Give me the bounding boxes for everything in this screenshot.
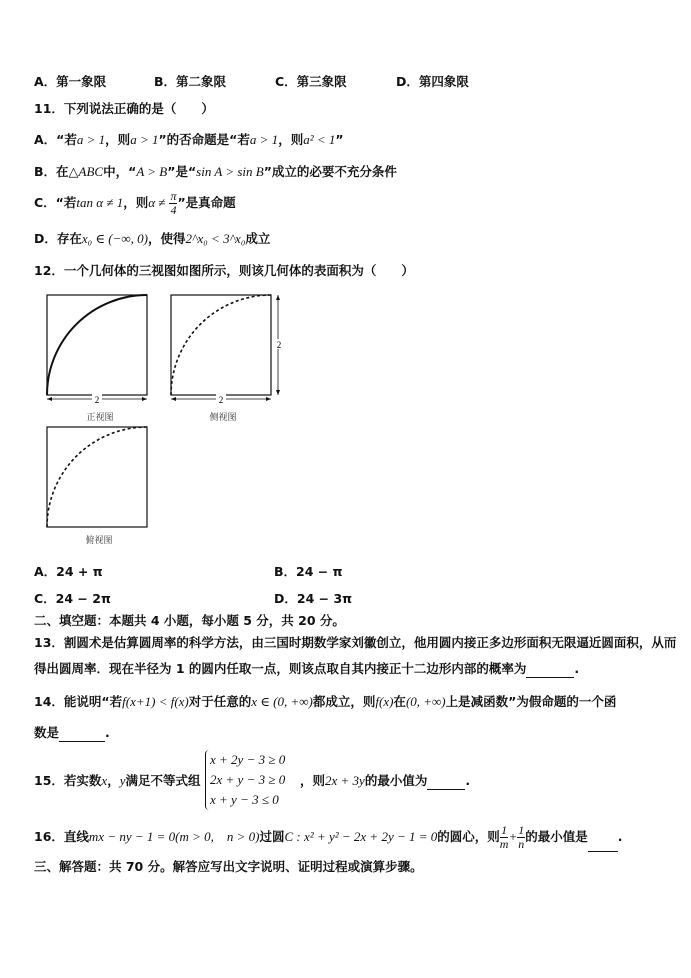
q10-option-d: D．第四象限 [396, 74, 469, 89]
q12-option-d: D．24 − 3π [274, 591, 353, 606]
q15-line: 15．若实数x，y满足不等式组 [34, 773, 201, 788]
q12-option-c: C．24 − 2π [34, 591, 111, 606]
q13-answer-blank [526, 663, 574, 678]
q11-option-d: D．存在x₀ ∈ (−∞, 0)，使得2^x₀ < 3^x₀成立 [34, 231, 271, 246]
q15-inequality-system: x + 2y − 3 ≥ 0 2x + y − 3 ≥ 0 x + y − 3 ≤ 0 [203, 750, 285, 810]
q11-option-c: C．“若tan α ≠ 1，则α ≠ $\frac{\pi}{4}$ ”是真命题 [34, 189, 236, 217]
q15-tail: ，则2x + 3y的最小值为 . [300, 773, 471, 788]
q14-line2: 数是 . [34, 725, 110, 740]
side-view-dashed-arc [171, 295, 271, 395]
q11-option-b: B．在△ABC中，“A > B”是“sin A > sin B”成立的必要不充分条件 [34, 164, 397, 179]
q16-answer-blank [588, 837, 618, 852]
q11-stem: 11．下列说法正确的是（ ） [34, 101, 214, 116]
front-view-figure [44, 293, 154, 405]
q16-line: 16．直线mx − ny − 1 = 0(m > 0, n > 0)过圆C : x² + y² − 2x + 2y − 1 = 0的圆心，则 $\frac{1}{m}$ + $\frac{1}{n}$ 的最小值是 . [34, 823, 623, 851]
one-over-m: $\frac{1}{m}$ [499, 823, 509, 851]
q14-line1: 14．能说明“若f(x+1) < f(x)对于任意的x ∈ (0, +∞)都成立，则f(x)在(0, +∞)上是减函数”为假命题的一个函 [34, 694, 617, 709]
side-dimension-label-h: 2 [218, 395, 224, 405]
section-3-heading: 三、解答题：共 70 分。解答应写出文字说明、证明过程或演算步骤。 [34, 859, 423, 874]
one-over-n: $\frac{1}{n}$ [518, 823, 525, 851]
q13-line1: 13．割圆术是估算圆周率的科学方法，由三国时期数学家刘徽创立，他用圆内接正多边形面积无限逼近圆面积，从而 [34, 635, 677, 650]
q12-option-b: B．24 − π [274, 564, 343, 579]
top-view-figure [44, 425, 154, 531]
front-view-caption: 正视图 [86, 413, 114, 423]
top-view-square [47, 427, 147, 527]
side-view-figure [168, 293, 288, 405]
q15-answer-blank [427, 775, 465, 790]
front-view-arc [47, 295, 147, 395]
section-2-heading: 二、填空题：本题共 4 小题，每小题 5 分，共 20 分。 [34, 613, 345, 628]
pi-over-four: $\frac{\pi}{4}$ [170, 189, 177, 217]
top-view-dashed-arc [47, 427, 147, 527]
q14-answer-blank [59, 727, 105, 742]
q10-option-a: A．第一象限 [34, 74, 107, 89]
q10-option-c: C．第三象限 [275, 74, 347, 89]
q11-option-a: A．“若a > 1，则a > 1”的否命题是“若a > 1，则a² < 1” [34, 132, 344, 147]
front-view-square [47, 295, 147, 395]
front-dimension-label: 2 [94, 395, 100, 405]
q13-line2: 得出圆周率．现在半径为 1 的圆内任取一点，则该点取自其内接正十二边形内部的概率为 . [34, 661, 580, 676]
q10-option-b: B．第二象限 [154, 74, 227, 89]
side-dimension-label-v: 2 [276, 340, 282, 350]
side-view-square [171, 295, 271, 395]
top-view-caption: 俯视图 [85, 536, 113, 546]
q12-option-a: A．24 + π [34, 564, 103, 579]
q12-stem: 12．一个几何体的三视图如图所示，则该几何体的表面积为（ ） [34, 263, 414, 278]
side-view-caption: 侧视图 [209, 413, 237, 423]
